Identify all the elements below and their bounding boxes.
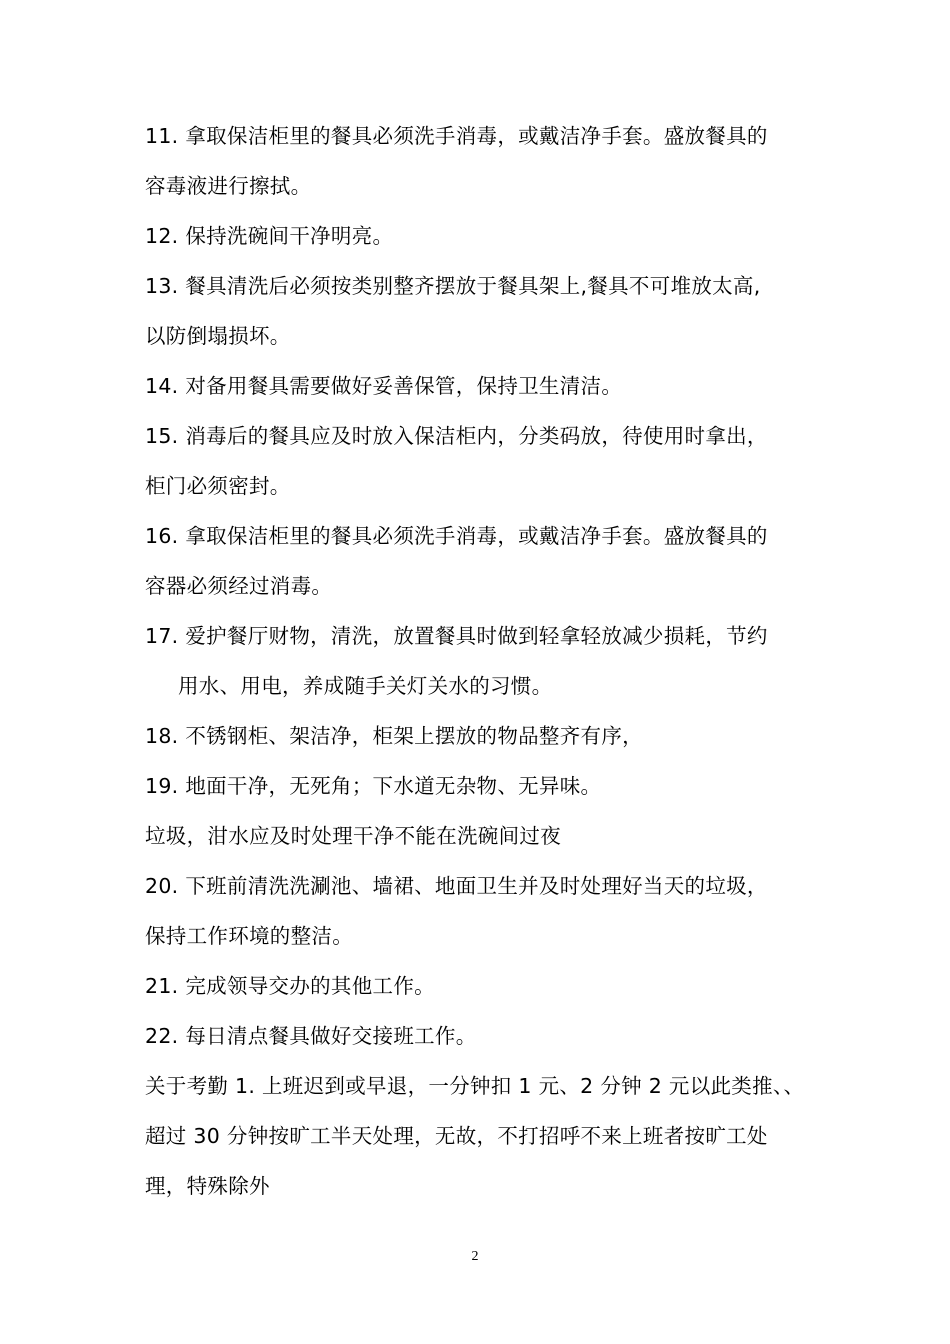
text-line: 12. 保持洗碗间干净明亮。 — [145, 224, 394, 248]
text-line: 关于考勤 1. 上班迟到或早退，一分钟扣 1 元、2 分钟 2 元以此类推、、 — [145, 1074, 805, 1098]
text-line: 超过 30 分钟按旷工半天处理，无故，不打招呼不来上班者按旷工处 — [145, 1124, 768, 1148]
text-line: 容器必须经过消毒。 — [145, 574, 333, 598]
text-line: 保持工作环境的整洁。 — [145, 924, 353, 948]
text-line: 13. 餐具清洗后必须按类别整齐摆放于餐具架上,餐具不可堆放太高, — [145, 274, 761, 298]
text-line: 18. 不锈钢柜、架洁净，柜架上摆放的物品整齐有序， — [145, 724, 643, 748]
text-line: 16. 拿取保洁柜里的餐具必须洗手消毒，或戴洁净手套。盛放餐具的 — [145, 524, 768, 548]
text-line: 理，特殊除外 — [145, 1174, 270, 1198]
text-line: 21. 完成领导交办的其他工作。 — [145, 974, 435, 998]
text-line: 22. 每日清点餐具做好交接班工作。 — [145, 1024, 477, 1048]
text-line: 以防倒塌损坏。 — [145, 324, 291, 348]
text-line: 17. 爱护餐厅财物，清洗，放置餐具时做到轻拿轻放减少损耗，节约 — [145, 624, 768, 648]
text-line: 垃圾，泔水应及时处理干净不能在洗碗间过夜 — [145, 824, 561, 848]
text-line: 14. 对备用餐具需要做好妥善保管，保持卫生清洁。 — [145, 374, 623, 398]
text-line: 用水、用电，养成随手关灯关水的习惯。 — [178, 674, 553, 698]
text-line: 容毒液进行擦拭。 — [145, 174, 312, 198]
text-line: 19. 地面干净，无死角；下水道无杂物、无异味。 — [145, 774, 602, 798]
text-line: 11. 拿取保洁柜里的餐具必须洗手消毒，或戴洁净手套。盛放餐具的 — [145, 124, 768, 148]
page-number: 2 — [471, 1249, 479, 1264]
text-line: 15. 消毒后的餐具应及时放入保洁柜内，分类码放，待使用时拿出， — [145, 424, 768, 448]
text-line: 柜门必须密封。 — [145, 474, 291, 498]
text-line: 20. 下班前清洗洗涮池、墙裙、地面卫生并及时处理好当天的垃圾， — [145, 874, 768, 898]
